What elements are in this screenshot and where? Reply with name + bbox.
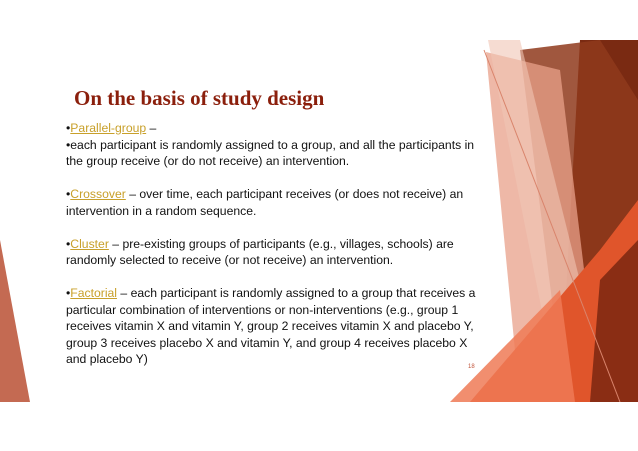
item-description: – over time, each participant receives (or does not receive) an intervention in a random sequence. xyxy=(66,187,464,218)
left-accent-wedge xyxy=(0,240,30,402)
item-description: •each participant is randomly assigned to a group, and all the participants in the group receive (or do not receive) an intervention. xyxy=(66,137,475,168)
list-item-factorial xyxy=(66,285,486,368)
term-parallel-group-link[interactable]: Parallel-group xyxy=(70,121,147,135)
list-item-parallel-group xyxy=(66,120,486,170)
slide-body xyxy=(66,120,486,384)
item-description: – pre-existing groups of participants (e.g., villages, schools) are randomly selected to receive (or not receive) an intervention. xyxy=(66,236,454,267)
separator: – xyxy=(146,121,157,135)
list-item-crossover xyxy=(66,186,486,219)
slide-title: On the basis of study design xyxy=(74,86,325,110)
presentation-slide xyxy=(0,40,638,402)
page-number: 18 xyxy=(468,364,475,370)
bullet: • xyxy=(66,236,71,251)
term-factorial-link[interactable]: Factorial xyxy=(70,286,118,300)
item-description: – each participant is randomly assigned to a group that receives a particular combination of interventions or non-interventions (e.g., group 1 receives vitamin X and vitamin Y, group 2 receives vitamin X and placebo Y, group 3 receives placebo X and vitamin Y, and group 4 receives placebo X and placebo Y) xyxy=(66,286,476,366)
term-cluster-link[interactable]: Cluster xyxy=(70,236,109,251)
list-item-cluster xyxy=(66,236,486,269)
term-crossover-link[interactable]: Crossover xyxy=(70,187,126,201)
item-text xyxy=(66,186,486,219)
item-heading xyxy=(66,120,486,137)
item-text xyxy=(66,236,486,269)
bullet: • xyxy=(66,121,71,135)
bullet: • xyxy=(66,286,71,300)
bullet: • xyxy=(66,187,71,201)
item-text xyxy=(66,285,486,368)
